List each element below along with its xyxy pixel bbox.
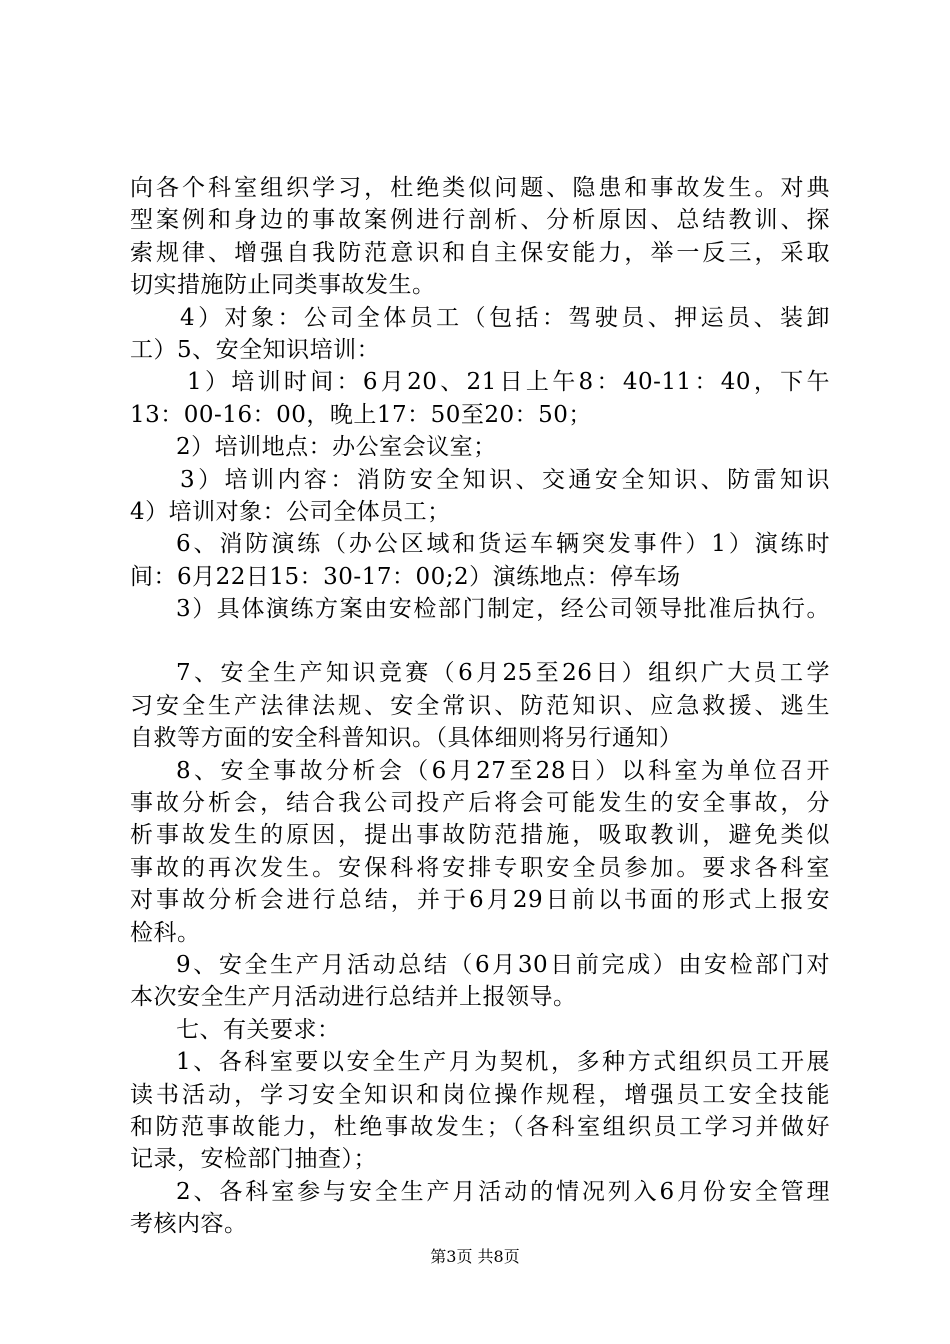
text-line: 3）培训内容：消防安全知识、交通安全知识、防雷知识: [180, 466, 830, 493]
text-line: 索规律、增强自我防范意识和自主保安能力，举一反三，采取: [130, 239, 830, 266]
text-line: 7、安全生产知识竞赛（6月25至26日）组织广大员工学: [176, 660, 830, 687]
text-line: 4）对象：公司全体员工（包括：驾驶员、押运员、装卸: [180, 304, 830, 331]
text-line: 习安全生产法律法规、安全常识、防范知识、应急救援、逃生: [130, 692, 830, 719]
text-line: 读书活动，学习安全知识和岗位操作规程，增强员工安全技能: [130, 1081, 830, 1108]
text-line: 13：00-16：00，晚上17：50至20：50；: [130, 401, 592, 428]
text-line: 1、各科室要以安全生产月为契机，多种方式组织员工开展: [176, 1049, 830, 1076]
paragraph-gap: [130, 625, 830, 657]
page-footer: 第3页 共8页: [430, 1247, 520, 1266]
text-line: 2、各科室参与安全生产月活动的情况列入6月份安全管理: [176, 1178, 830, 1205]
text-line: 考核内容。: [130, 1211, 248, 1238]
text-line: 向各个科室组织学习，杜绝类似问题、隐患和事故发生。对典: [130, 175, 830, 201]
text-line: 6、消防演练（办公区域和货运车辆突发事件）1）演练时: [176, 531, 830, 558]
text-line: 切实措施防止同类事故发生。: [130, 272, 436, 299]
text-line: 2）培训地点：办公室会议室；: [176, 434, 497, 461]
text-line: 间：6月22日15：30-17：00;2）演练地点：停车场: [130, 563, 681, 590]
text-line: 工）5、安全知识培训：: [130, 336, 381, 363]
text-line: 1）培训时间：6月20、21日上午8：40-11：40，下午: [187, 369, 830, 396]
text-line: 8、安全事故分析会（6月27至28日）以科室为单位召开: [176, 757, 830, 784]
text-line: 自救等方面的安全科普知识。（具体细则将另行通知）: [130, 725, 683, 752]
text-line: 9、安全生产月活动总结（6月30日前完成）由安检部门对: [176, 951, 830, 978]
text-line: 事故分析会，结合我公司投产后将会可能发生的安全事故，分: [130, 790, 830, 817]
text-line: 本次安全生产月活动进行总结并上报领导。: [130, 984, 577, 1011]
text-line: 析事故发生的原因，提出事故防范措施，吸取教训，避免类似: [130, 822, 830, 849]
document-body: [130, 172, 830, 1241]
text-line: 记录，安检部门抽查）；: [130, 1146, 377, 1173]
text-line: 和防范事故能力，杜绝事故发生；（各科室组织员工学习并做好: [130, 1113, 830, 1140]
text-line: 对事故分析会进行总结，并于6月29日前以书面的形式上报安: [130, 887, 830, 914]
text-line: 4）培训对象：公司全体员工；: [130, 498, 451, 525]
text-line: 事故的再次发生。安保科将安排专职安全员参加。要求各科室: [130, 854, 830, 881]
text-line: 型案例和身边的事故案例进行剖析、分析原因、总结教训、探: [130, 207, 830, 234]
text-line: 3）具体演练方案由安检部门制定，经公司领导批准后执行。: [176, 596, 830, 623]
text-line: 检科。: [130, 919, 201, 946]
text-line: 七、有关要求：: [176, 1016, 341, 1043]
